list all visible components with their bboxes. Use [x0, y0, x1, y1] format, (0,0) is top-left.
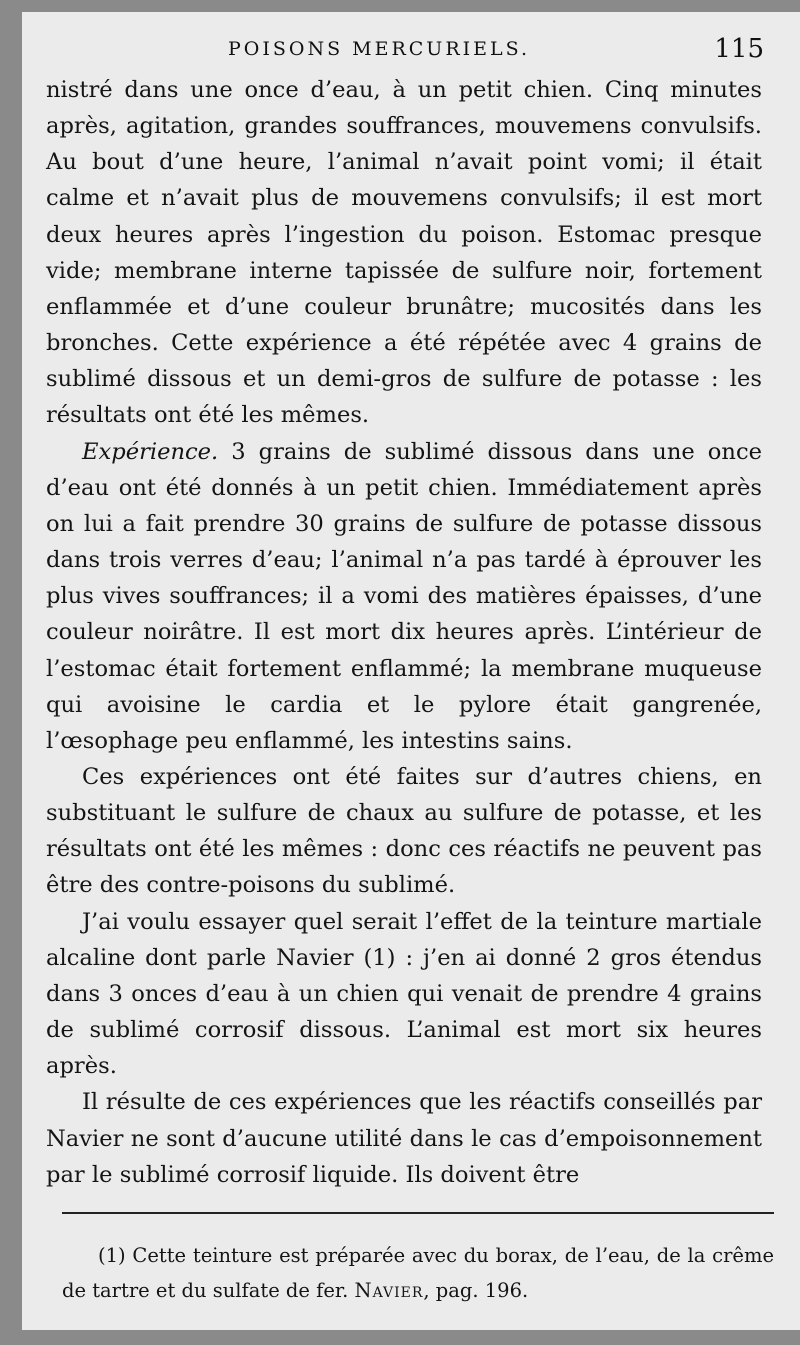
paragraph-experience — [46, 434, 762, 759]
footnote-author: Navier — [354, 1279, 424, 1302]
footnote-body: (1) Cette teinture est préparée avec du borax, de l’eau, de la crême de tartre et du sulfate de fer. — [62, 1244, 774, 1302]
book-page — [22, 12, 800, 1330]
page-number: 115 — [714, 34, 764, 64]
paragraph-conclusion: Il résulte de ces expériences que les réactifs conseillés par Navier ne sont d’aucune utilité dans le cas d’empoisonnement par le sublimé corrosif liquide. Ils doivent être — [46, 1089, 762, 1188]
footnote-text — [62, 1238, 774, 1308]
footnote-rule — [62, 1212, 774, 1214]
footnote-ref: , pag. 196. — [423, 1279, 529, 1302]
paragraph-substitution: Ces expériences ont été faites sur d’autres chiens, en substituant le sulfure de chaux au sulfure de potasse, et les résultats ont été les mêmes : donc ces réactifs ne peuvent pas être des contre-poisons du sublimé. — [46, 763, 762, 899]
paragraph-continuation: nistré dans une once d’eau, à un petit chien. Cinq minutes après, agitation, grandes souffrances, mouvemens convulsifs. Au bout d’une heure, l’animal n’avait point vomi; il était calme et n’avait plus de mouvemens convulsifs; il est mort deux heures après l’ingestion du poison. Estomac presque vide; membrane interne tapissée de sulfure noir, fortement enflammée et d’une couleur brunâtre; mucosités dans les bronches. Cette expérience a été répétée avec 4 grains de sublimé dissous et un demi-gros de sulfure de potasse : les résultats ont été les mêmes. — [46, 77, 762, 429]
experience-heading: Expérience. — [82, 438, 219, 465]
running-title: POISONS MERCURIELS. — [228, 38, 530, 60]
paragraph-teinture: J’ai voulu essayer quel serait l’effet de la teinture martiale alcaline dont parle Navier (1) : j’en ai donné 2 gros étendus dans 3 onces d’eau à un chien qui venait de prendre 4 grains de sublimé corrosif dissous. L’animal est mort six heures après. — [46, 908, 762, 1080]
footnote — [62, 1238, 774, 1308]
paragraph-experience-text: 3 grains de sublimé dissous dans une once d’eau ont été donnés à un petit chien. Immédiatement après on lui a fait prendre 30 grains de sulfure de potasse dissous dans trois verres d’eau; l’animal n’a pas tardé à éprouver les plus vives souffrances; il a vomi des matières épaisses, d’une couleur noirâtre. Il est mort dix heures après. L’intérieur de l’estomac était fortement enflammé; la membrane muqueuse qui avoisine le cardia et le pylore était gangrenée, l’œsophage peu enflammé, les intestins sains. — [46, 438, 762, 754]
body-text — [46, 72, 762, 1193]
running-head — [22, 34, 800, 68]
